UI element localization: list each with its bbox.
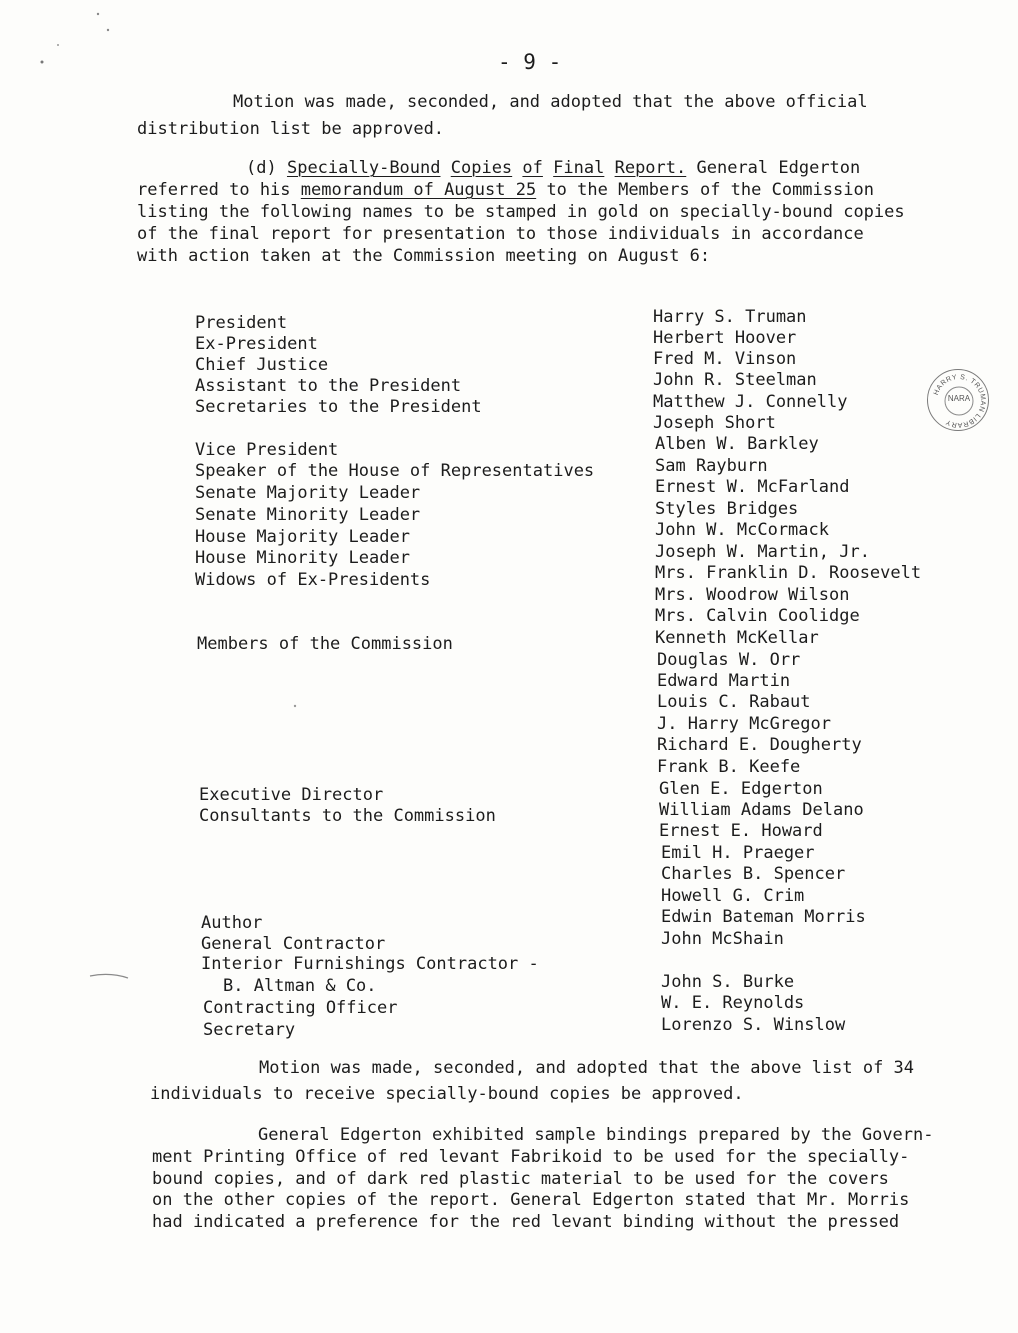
title-item: Ex-President	[195, 334, 318, 354]
name-item: Edwin Bateman Morris	[661, 907, 866, 927]
title-item: General Contractor	[201, 934, 386, 954]
stamp-ring-text: HARRY S. TRUMAN LIBRARY	[932, 373, 987, 429]
name-item: John W. McCormack	[655, 520, 829, 540]
title-item: B. Altman & Co.	[223, 976, 377, 996]
name-item: Ernest E. Howard	[659, 821, 823, 841]
name-item: Alben W. Barkley	[655, 434, 819, 454]
title-item: Chief Justice	[195, 355, 329, 375]
memo-reference: memorandum of August 25	[300, 180, 537, 200]
page-number: - 9 -	[498, 50, 562, 74]
title-item: President	[195, 313, 288, 333]
para1-line-2: distribution list be approved.	[137, 119, 445, 139]
title-item: Assistant to the President	[195, 376, 462, 396]
title-item: Widows of Ex-Presidents	[195, 570, 431, 590]
name-item: Charles B. Spencer	[661, 864, 846, 884]
para4-line-3: bound copies, and of dark red plastic material to be used for the covers	[152, 1169, 889, 1189]
name-item: John S. Burke	[661, 972, 795, 992]
heading-word: Copies	[450, 158, 513, 178]
name-item: William Adams Delano	[659, 800, 864, 820]
title-item: Secretaries to the President	[195, 397, 482, 417]
para4-line-1: General Edgerton exhibited sample bindings prepared by the Govern-	[258, 1125, 934, 1145]
para2-line-4: of the final report for presentation to those individuals in accordance	[137, 224, 864, 244]
name-item: Mrs. Franklin D. Roosevelt	[655, 563, 922, 583]
para2-text: to the Members of the Commission	[546, 180, 874, 200]
title-item: Secretary	[203, 1020, 296, 1040]
title-item: Senate Majority Leader	[195, 483, 421, 503]
title-item: House Majority Leader	[195, 527, 410, 547]
para3-line-1: Motion was made, seconded, and adopted that the above list of 34	[259, 1058, 915, 1078]
heading-word: Report.	[614, 158, 687, 178]
title-item: Interior Furnishings Contractor -	[201, 954, 539, 974]
name-item: Matthew J. Connelly	[653, 392, 848, 412]
stamp-center-text: NARA	[947, 394, 971, 403]
name-item: Louis C. Rabaut	[657, 692, 811, 712]
name-item: Edward Martin	[657, 671, 791, 691]
title-item: House Minority Leader	[195, 548, 410, 568]
para3-line-2: individuals to receive specially-bound copies be approved.	[150, 1084, 744, 1104]
para2-line-1-rest: General Edgerton	[696, 158, 861, 178]
name-item: Mrs. Calvin Coolidge	[655, 606, 860, 626]
para2-text: referred to his	[137, 180, 291, 200]
para4-line-5: had indicated a preference for the red levant binding without the pressed	[152, 1212, 900, 1232]
para4-line-4: on the other copies of the report. General Edgerton stated that Mr. Morris	[152, 1190, 910, 1210]
name-item: Styles Bridges	[655, 499, 799, 519]
name-item: Emil H. Praeger	[661, 843, 815, 863]
name-item: Sam Rayburn	[655, 456, 768, 476]
para2-line-3: listing the following names to be stamped in gold on specially-bound copies	[137, 202, 905, 222]
name-item: Ernest W. McFarland	[655, 477, 850, 497]
section-label: (d)	[246, 158, 277, 178]
title-item: Executive Director	[199, 785, 384, 805]
title-item: Members of the Commission	[197, 634, 453, 654]
name-item: Mrs. Woodrow Wilson	[655, 585, 850, 605]
name-item: Kenneth McKellar	[655, 628, 819, 648]
name-item: Frank B. Keefe	[657, 757, 801, 777]
name-item: John R. Steelman	[653, 370, 817, 390]
name-item: Herbert Hoover	[653, 328, 797, 348]
title-item: Speaker of the House of Representatives	[195, 461, 595, 481]
heading-word: Final	[553, 158, 605, 178]
title-item: Vice President	[195, 440, 339, 460]
title-item: Author	[201, 913, 263, 933]
name-item: Douglas W. Orr	[657, 650, 801, 670]
name-item: Harry S. Truman	[653, 307, 807, 327]
name-item: W. E. Reynolds	[661, 993, 805, 1013]
title-item: Contracting Officer	[203, 998, 398, 1018]
para1-line-1: Motion was made, seconded, and adopted that the above official	[233, 92, 868, 112]
para4-line-2: ment Printing Office of red levant Fabrikoid to be used for the specially-	[152, 1147, 910, 1167]
name-item: Glen E. Edgerton	[659, 779, 823, 799]
title-item: Consultants to the Commission	[199, 806, 496, 826]
name-item: John McShain	[661, 929, 784, 949]
name-item: Joseph W. Martin, Jr.	[655, 542, 870, 562]
name-item: Richard E. Dougherty	[657, 735, 862, 755]
name-item: Lorenzo S. Winslow	[661, 1015, 846, 1035]
para2-line-5: with action taken at the Commission meeting on August 6:	[137, 246, 711, 266]
name-item: Joseph Short	[653, 413, 776, 433]
heading-word: of	[522, 158, 543, 178]
name-item: Fred M. Vinson	[653, 349, 797, 369]
heading-word: Specially-Bound	[286, 158, 441, 178]
title-item: Senate Minority Leader	[195, 505, 421, 525]
name-item: J. Harry McGregor	[657, 714, 831, 734]
name-item: Howell G. Crim	[661, 886, 805, 906]
